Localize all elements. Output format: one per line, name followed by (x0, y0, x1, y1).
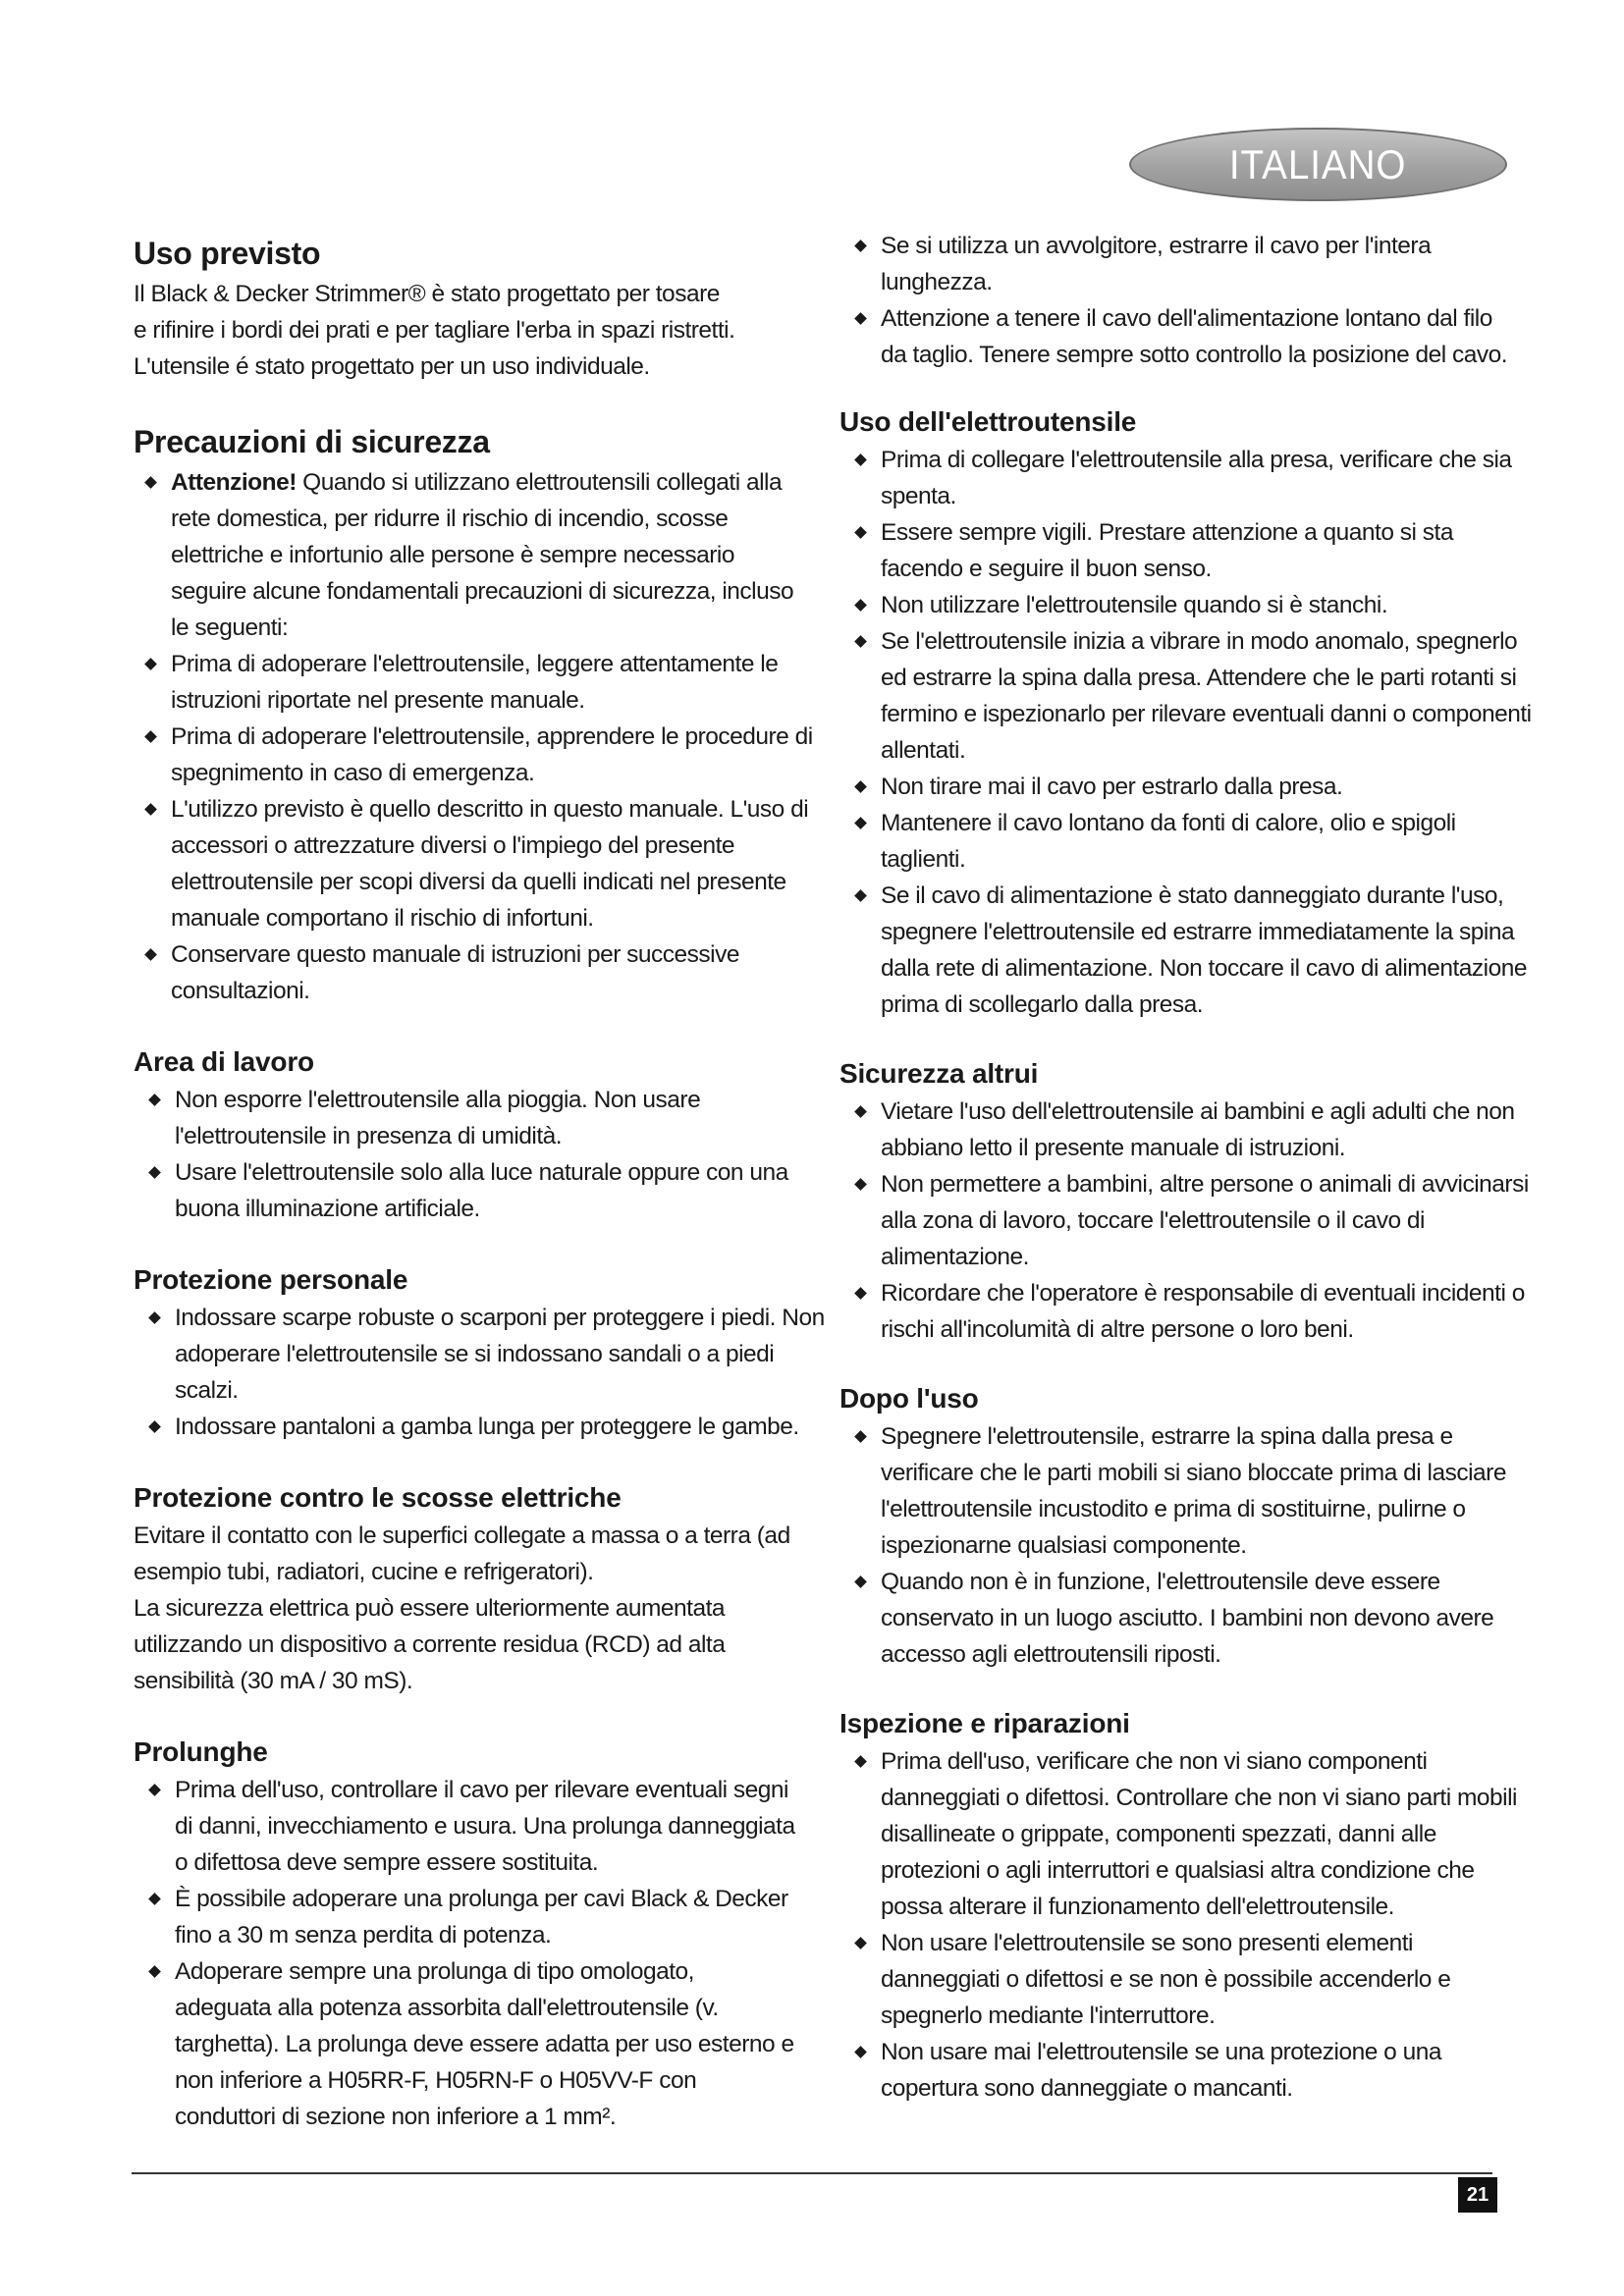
bullet-icon (854, 635, 867, 648)
list-item: Se l'elettroutensile inizia a vibrare in modo anomalo, spegnerlo ed estrarre la spina dalla presa. Attendere che le parti rotanti si fermino e ispezionarlo per rilevare eventuali danni o componenti allentati. (853, 623, 1532, 769)
section-tool-use (839, 406, 1532, 1023)
section-safety (134, 424, 826, 1009)
list-item: È possibile adoperare una prolunga per cavi Black & Decker fino a 30 m senza perdita di potenza. (147, 1881, 796, 1953)
section-extensions-cont (839, 228, 1532, 373)
section-title: Precauzioni di sicurezza (134, 424, 490, 459)
bullet-icon (144, 658, 157, 670)
list-item: Non permettere a bambini, altre persone o animali di avvicinarsi alla zona di lavoro, toccare l'elettroutensile o il cavo di alimentazione. (853, 1166, 1532, 1275)
right-column (839, 228, 1532, 2143)
bullet-icon (854, 1755, 867, 1768)
paragraph-line: e rifinire i bordi dei prati e per tagliare l'erba in spazi ristretti. (134, 317, 735, 344)
section-title: Area di lavoro (134, 1046, 314, 1077)
list-item: L'utilizzo previsto è quello descritto in questo manuale. L'uso di accessori o attrezzature diversi o l'impiego del presente elettroutensile per scopi diversi da quelli indicati nel presente manuale comportano il rischio di infortuni. (143, 791, 816, 936)
list-item: Prima di collegare l'elettroutensile alla presa, verificare che sia spenta. (853, 442, 1532, 514)
paragraph-line: Il Black & Decker Strimmer® è stato progettato per tosare (134, 281, 720, 307)
list-item: Non usare mai l'elettroutensile se una protezione o una copertura sono danneggiate o mancanti. (853, 2034, 1532, 2107)
list-item: Adoperare sempre una prolunga di tipo omologato, adeguata alla potenza assorbita dall'elettroutensile (v. targhetta). La prolunga deve essere adatta per uso esterno e non inferiore a H05RR-F, H05RN-F o H05VV-F con conduttori di sezione non inferiore a 1 mm². (147, 1953, 796, 2135)
list-item: Non usare l'elettroutensile se sono presenti elementi danneggiati o difettosi e se non è possibile accenderlo e spegnerlo mediante l'interruttore. (853, 1925, 1532, 2034)
list-item: Usare l'elettroutensile solo alla luce naturale oppure con una buona illuminazione artificiale. (147, 1154, 806, 1227)
language-tab (1129, 128, 1507, 201)
list-item: Mantenere il cavo lontano da fonti di calore, olio e spigoli taglienti. (853, 805, 1532, 878)
section-after-use (839, 1383, 1532, 1673)
bullet-icon (854, 312, 867, 325)
bullet-icon (148, 1965, 161, 1978)
list-item: Spegnere l'elettroutensile, estrarre la spina dalla presa e verificare che le parti mobili si siano bloccate prima di lasciare l'elettroutensile incustodito e prima di sostituirne, pulirne o ispezionarne qualsiasi componente. (853, 1418, 1532, 1564)
bullet-icon (148, 1420, 161, 1433)
bullet-icon (144, 803, 157, 816)
bullet-icon (854, 1937, 867, 1949)
bullet-icon (144, 948, 157, 961)
list-item: Attenzione! Quando si utilizzano elettroutensili collegati alla rete domestica, per ridurre il rischio di incendio, scosse elettriche e infortunio alle persone è sempre necessario seguire alcune fondamentali precauzioni di sicurezza, incluso le seguenti: (143, 464, 816, 646)
bullet-icon (148, 1784, 161, 1796)
section-personal (134, 1264, 826, 1445)
list-item: Se si utilizza un avvolgitore, estrarre il cavo per l'intera lunghezza. (853, 228, 1512, 300)
section-title: Uso previsto (134, 236, 321, 271)
bullet-icon (854, 599, 867, 612)
bullet-icon (148, 1166, 161, 1179)
bullet-icon (854, 889, 867, 902)
left-column (134, 236, 826, 2171)
list-item: Non utilizzare l'elettroutensile quando si è stanchi. (853, 587, 1532, 623)
list-item: Prima dell'uso, controllare il cavo per rilevare eventuali segni di danni, invecchiamento e usura. Una prolunga danneggiata o difettosa deve sempre essere sostituita. (147, 1772, 796, 1881)
section-electric (134, 1482, 826, 1699)
bullet-icon (148, 1311, 161, 1324)
paragraph: La sicurezza elettrica può essere ulteriormente aumentata utilizzando un dispositivo a corrente residua (RCD) ad alta sensibilità (30 mA / 30 mS). (134, 1595, 726, 1694)
section-work-area (134, 1046, 826, 1227)
bullet-icon (148, 1893, 161, 1905)
language-label: ITALIANO (1229, 140, 1407, 187)
bullet-icon (854, 1430, 867, 1443)
section-title: Ispezione e riparazioni (839, 1708, 1130, 1738)
list-item: Conservare questo manuale di istruzioni per successive consultazioni. (143, 936, 816, 1009)
list-item: Non tirare mai il cavo per estrarlo dalla presa. (853, 769, 1532, 805)
list-item: Prima di adoperare l'elettroutensile, apprendere le procedure di spegnimento in caso di emergenza. (143, 719, 816, 791)
section-others (839, 1058, 1532, 1348)
section-title: Uso dell'elettroutensile (839, 406, 1137, 437)
list-item: Indossare scarpe robuste o scarponi per proteggere i piedi. Non adoperare l'elettroutensile se si indossano sandali o a piedi scalzi. (147, 1300, 826, 1409)
section-title: Dopo l'uso (839, 1383, 979, 1414)
bullet-icon (144, 730, 157, 743)
list-item: Prima dell'uso, verificare che non vi siano componenti danneggiati o difettosi. Controllare che non vi siano parti mobili disallineate o grippate, componenti spezzati, danni alle protezioni o agli interruttori e qualsiasi altra condizione che possa alterare il funzionamento dell'elettroutensile. (853, 1743, 1532, 1925)
list-item: Prima di adoperare l'elettroutensile, leggere attentamente le istruzioni riportate nel presente manuale. (143, 646, 816, 719)
bullet-icon (854, 1105, 867, 1118)
paragraph-line: L'utensile é stato progettato per un uso individuale. (134, 353, 650, 380)
section-intended-use (134, 236, 826, 385)
bullet-icon (854, 1287, 867, 1300)
bullet-icon (854, 1178, 867, 1191)
list-item: Non esporre l'elettroutensile alla pioggia. Non usare l'elettroutensile in presenza di umidità. (147, 1082, 806, 1154)
bullet-icon (144, 476, 157, 489)
bullet-icon (854, 2046, 867, 2058)
list-item: Ricordare che l'operatore è responsabile di eventuali incidenti o rischi all'incolumità di altre persone o loro beni. (853, 1275, 1532, 1348)
paragraph: Evitare il contatto con le superfici collegate a massa o a terra (ad esempio tubi, radiatori, cucine e refrigeratori). (134, 1522, 790, 1585)
section-title: Protezione contro le scosse elettriche (134, 1482, 622, 1513)
list-item: Indossare pantaloni a gamba lunga per proteggere le gambe. (147, 1409, 826, 1445)
page-number: 21 (1458, 2177, 1497, 2213)
list-item: Quando non è in funzione, l'elettroutensile deve essere conservato in un luogo asciutto. I bambini non devono avere accesso agli elettroutensili riposti. (853, 1564, 1532, 1673)
section-inspection (839, 1708, 1532, 2107)
list-item: Se il cavo di alimentazione è stato danneggiato durante l'uso, spegnere l'elettroutensile ed estrarre immediatamente la spina dalla rete di alimentazione. Non toccare il cavo di alimentazione prima di scollegarlo dalla presa. (853, 878, 1532, 1023)
bullet-icon (854, 817, 867, 829)
list-item: Vietare l'uso dell'elettroutensile ai bambini e agli adulti che non abbiano letto il presente manuale di istruzioni. (853, 1094, 1532, 1166)
section-extensions (134, 1736, 826, 2135)
list-item: Essere sempre vigili. Prestare attenzione a quanto si sta facendo e seguire il buon senso. (853, 514, 1532, 587)
bullet-icon (148, 1094, 161, 1106)
section-title: Sicurezza altrui (839, 1058, 1039, 1089)
section-title: Protezione personale (134, 1264, 408, 1295)
bullet-icon (854, 526, 867, 539)
bullet-icon (854, 240, 867, 252)
bullet-icon (854, 454, 867, 466)
bullet-icon (854, 780, 867, 793)
footer-divider (132, 2172, 1492, 2174)
section-title: Prolunghe (134, 1736, 268, 1767)
bullet-icon (854, 1575, 867, 1588)
list-item: Attenzione a tenere il cavo dell'alimentazione lontano dal filo da taglio. Tenere sempre sotto controllo la posizione del cavo. (853, 300, 1512, 373)
